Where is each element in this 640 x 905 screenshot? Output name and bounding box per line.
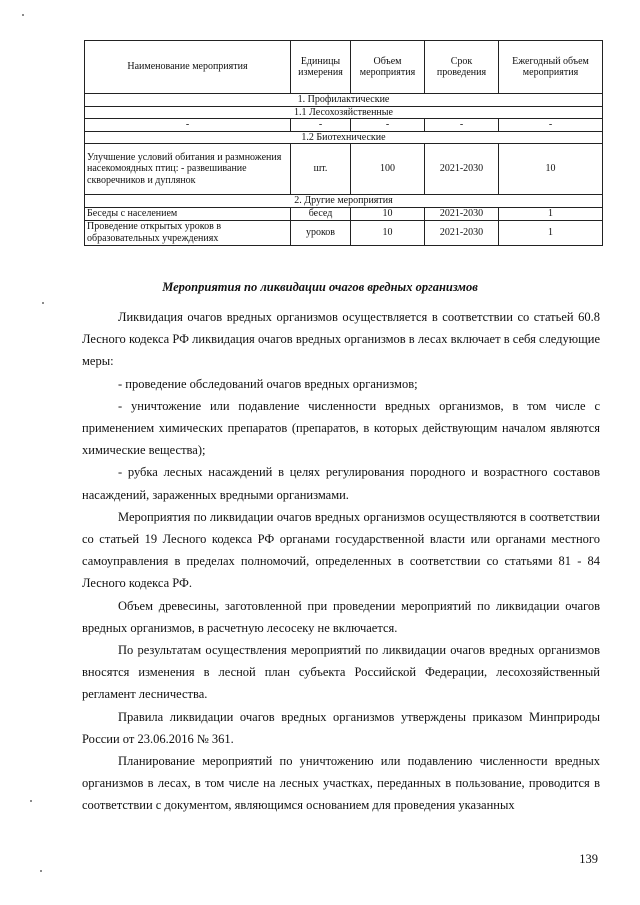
table-row (85, 220, 603, 245)
table-subsection-row (85, 131, 603, 144)
paragraph: Объем древесины, заготовленной при проведении мероприятий по ликвидации очагов вредных организмов, в расчетную лесосеку не включается. (82, 598, 600, 635)
row-unit: бесед (291, 207, 351, 220)
row-annual: 1 (499, 220, 603, 245)
list-item: - проведение обследований очагов вредных организмов; (118, 376, 418, 391)
row-name: Беседы с населением (85, 207, 291, 220)
table-section-row (85, 94, 603, 107)
list-item: - рубка лесных насаждений в целях регулирования породного и возрастного составов насаждений, зараженных вредными организмами. (82, 465, 600, 502)
row-period: 2021-2030 (425, 220, 499, 245)
row-unit: шт. (291, 144, 351, 195)
subsection-forestry: 1.1 Лесохозяйственные (85, 106, 603, 119)
scan-speck (42, 302, 44, 304)
table-row (85, 207, 603, 220)
row-name: Проведение открытых уроков в образовательных учреждениях (85, 220, 291, 245)
row-volume: 100 (351, 144, 425, 195)
table-cell: - (499, 119, 603, 132)
scan-speck (22, 14, 24, 16)
row-name: Улучшение условий обитания и размножения насекомоядных птиц: - развешивание скворечников и дуплянок (85, 144, 291, 195)
header-period: Срок проведения (425, 41, 499, 94)
table-cell: - (85, 119, 291, 132)
table-row (85, 119, 603, 132)
list-item: - уничтожение или подавление численности вредных организмов, в том числе с применением химических препаратов (препаратов, в которых действующим началом являются химические вещества); (82, 398, 600, 458)
row-volume: 10 (351, 220, 425, 245)
table-cell: - (425, 119, 499, 132)
row-volume: 10 (351, 207, 425, 220)
page-number: 139 (579, 852, 598, 866)
body-text (82, 306, 600, 817)
row-period: 2021-2030 (425, 144, 499, 195)
paragraph: Мероприятия по ликвидации очагов вредных организмов осуществляются в соответствии со статьей 19 Лесного кодекса РФ органами государственной власти или органами местного самоуправления в пределах полномочий, определенных в соответствии со статьями 81 - 84 Лесного кодекса РФ. (82, 509, 600, 591)
table-cell: - (351, 119, 425, 132)
table-section-row (85, 195, 603, 208)
header-volume: Объем мероприятия (351, 41, 425, 94)
header-name: Наименование мероприятия (85, 41, 291, 94)
section-preventive: 1. Профилактические (85, 94, 603, 107)
header-annual: Ежегодный объем мероприятия (499, 41, 603, 94)
table-subsection-row (85, 106, 603, 119)
table-cell: - (291, 119, 351, 132)
row-period: 2021-2030 (425, 207, 499, 220)
table-header-row (85, 41, 603, 94)
paragraph: Правила ликвидации очагов вредных организмов утверждены приказом Минприроды России от 23.06.2016 № 361. (82, 709, 600, 746)
section-other: 2. Другие мероприятия (85, 195, 603, 208)
measures-table (84, 40, 603, 246)
paragraph: По результатам осуществления мероприятий по ликвидации очагов вредных организмов вносятся изменения в лесной план субъекта Российской Федерации, лесохозяйственный регламент лесничества. (82, 643, 600, 702)
row-unit: уроков (291, 220, 351, 245)
section-title: Мероприятия по ликвидации очагов вредных организмов (162, 280, 478, 294)
scan-speck (30, 800, 32, 802)
subsection-biotech: 1.2 Биотехнические (85, 131, 603, 144)
paragraph: Ликвидация очагов вредных организмов осуществляется в соответствии со статьей 60.8 Лесного кодекса РФ ликвидация очагов вредных организмов в лесах включает в себя следующие меры: (82, 310, 600, 369)
paragraph: Планирование мероприятий по уничтожению или подавлению численности вредных организмов в лесах, в том числе на лесных участках, переданных в пользование, проводится в соответствии с документом, являющимся основанием для проведения указанных (82, 754, 600, 813)
scan-speck (40, 870, 42, 872)
table-row (85, 144, 603, 195)
row-annual: 1 (499, 207, 603, 220)
header-unit: Единицы измерения (291, 41, 351, 94)
row-annual: 10 (499, 144, 603, 195)
